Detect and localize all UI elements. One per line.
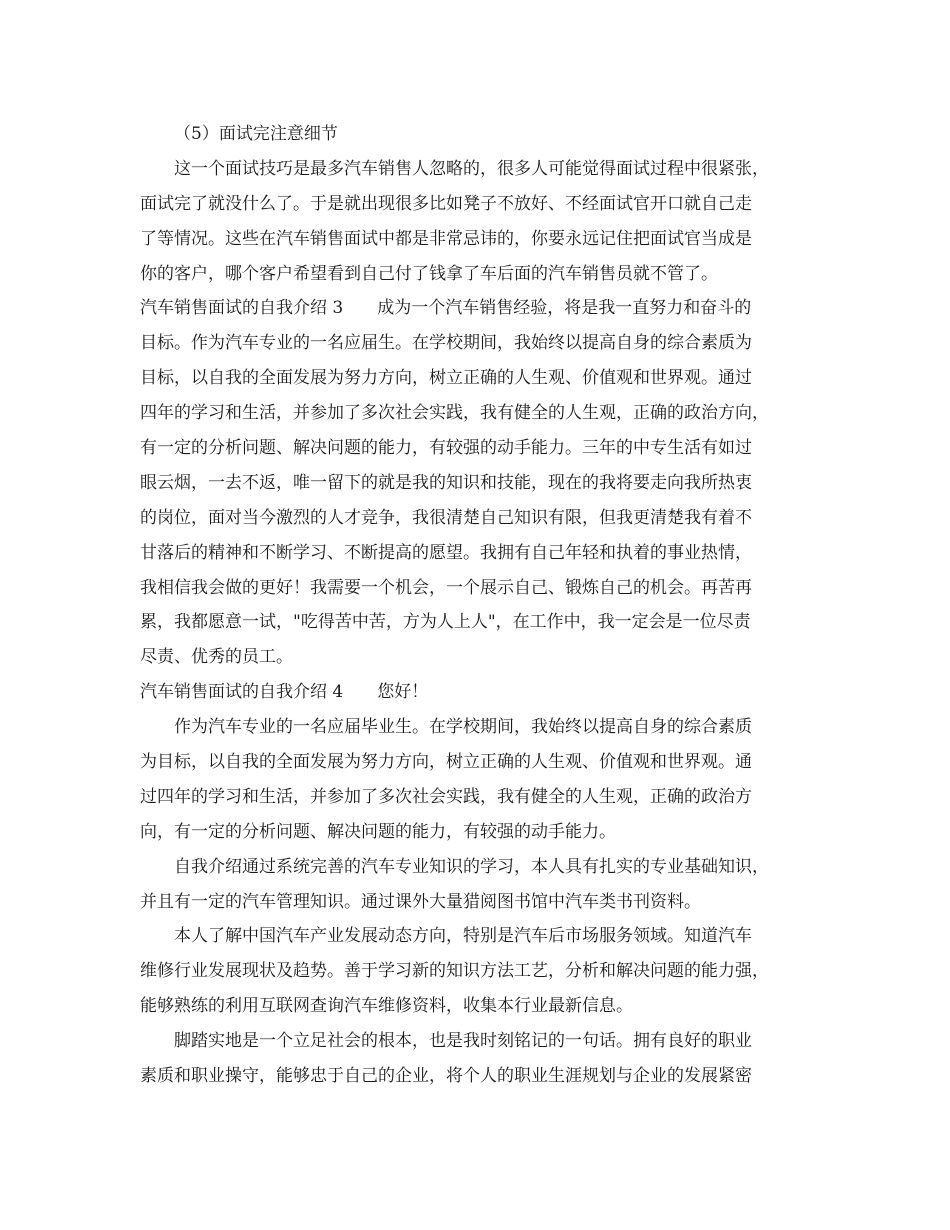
paragraph-line: 甘落后的精神和不断学习、不断提高的愿望。我拥有自己年轻和执着的事业热情，: [140, 542, 752, 563]
paragraph-line: 能够熟练的利用互联网查询汽车维修资料，收集本行业最新信息。: [140, 996, 633, 1017]
paragraph-line: 了等情况。这些在汽车销售面试中都是非常忌讳的，你要永远记住把面试官当成是: [140, 228, 752, 249]
paragraph-line: 维修行业发展现状及趋势。善于学习新的知识方法工艺，分析和解决问题的能力强，: [140, 961, 769, 982]
paragraph-line: 为目标，以自我的全面发展为努力方向，树立正确的人生观、价值观和世界观。通: [140, 752, 752, 773]
paragraph-line: 我相信我会做的更好！我需要一个机会，一个展示自己、锻炼自己的机会。再苦再: [140, 577, 752, 598]
paragraph-line: 的岗位，面对当今激烈的人才竞争，我很清楚自己知识有限，但我更清楚我有着不: [140, 507, 752, 528]
paragraph-line: 并且有一定的汽车管理知识。通过课外大量猎阅图书馆中汽车类书刊资料。: [140, 891, 701, 912]
paragraph-line: 本人了解中国汽车产业发展动态方向，特别是汽车后市场服务领域。知道汽车: [174, 926, 752, 947]
section-heading-interview-details: （5）面试完注意细节: [174, 124, 338, 144]
paragraph-line: 面试完了就没什么了。于是就出现很多比如凳子不放好、不经面试官开口就自己走: [140, 193, 752, 214]
paragraph-line: 有一定的分析问题、解决问题的能力，有较强的动手能力。三年的中专生活有如过: [140, 438, 752, 459]
paragraph-line: 你的客户，哪个客户希望看到自己付了钱拿了车后面的汽车销售员就不管了。: [140, 263, 718, 284]
paragraph-line: 累，我都愿意一试，"吃得苦中苦，方为人上人"，在工作中，我一定会是一位尽责: [140, 612, 751, 633]
paragraph-line: 四年的学习和生活，并参加了多次社会实践，我有健全的人生观，正确的政治方向，: [140, 403, 769, 424]
paragraph-line: 目标，以自我的全面发展为努力方向，树立正确的人生观、价值观和世界观。通过: [140, 368, 752, 389]
section-heading-self-intro-3: 汽车销售面试的自我介绍 3 成为一个汽车销售经验，将是我一直努力和奋斗的: [140, 298, 752, 319]
document-body: [140, 117, 810, 1094]
paragraph-line: 过四年的学习和生活，并参加了多次社会实践，我有健全的人生观，正确的政治方: [140, 786, 752, 807]
paragraph-line: 这一个面试技巧是最多汽车销售人忽略的，很多人可能觉得面试过程中很紧张，: [174, 158, 769, 179]
paragraph-line: 自我介绍通过系统完善的汽车专业知识的学习，本人具有扎实的专业基础知识，: [174, 856, 769, 877]
paragraph-line: 目标。作为汽车专业的一名应届生。在学校期间，我始终以提高自身的综合素质为: [140, 333, 752, 354]
paragraph-line: 作为汽车专业的一名应届毕业生。在学校期间，我始终以提高自身的综合素质: [174, 717, 752, 738]
paragraph-line: 素质和职业操守，能够忠于自己的企业，将个人的职业生涯规划与企业的发展紧密: [140, 1066, 752, 1087]
paragraph-line: 脚踏实地是一个立足社会的根本，也是我时刻铭记的一句话。拥有良好的职业: [174, 1031, 752, 1052]
paragraph-line: 尽责、优秀的员工。: [140, 647, 293, 668]
paragraph-line: 眼云烟，一去不返，唯一留下的就是我的知识和技能，现在的我将要走向我所热衷: [140, 472, 752, 493]
section-heading-self-intro-4: 汽车销售面试的自我介绍 4 您好！: [140, 682, 429, 703]
paragraph-line: 向，有一定的分析问题、解决问题的能力，有较强的动手能力。: [140, 821, 616, 842]
